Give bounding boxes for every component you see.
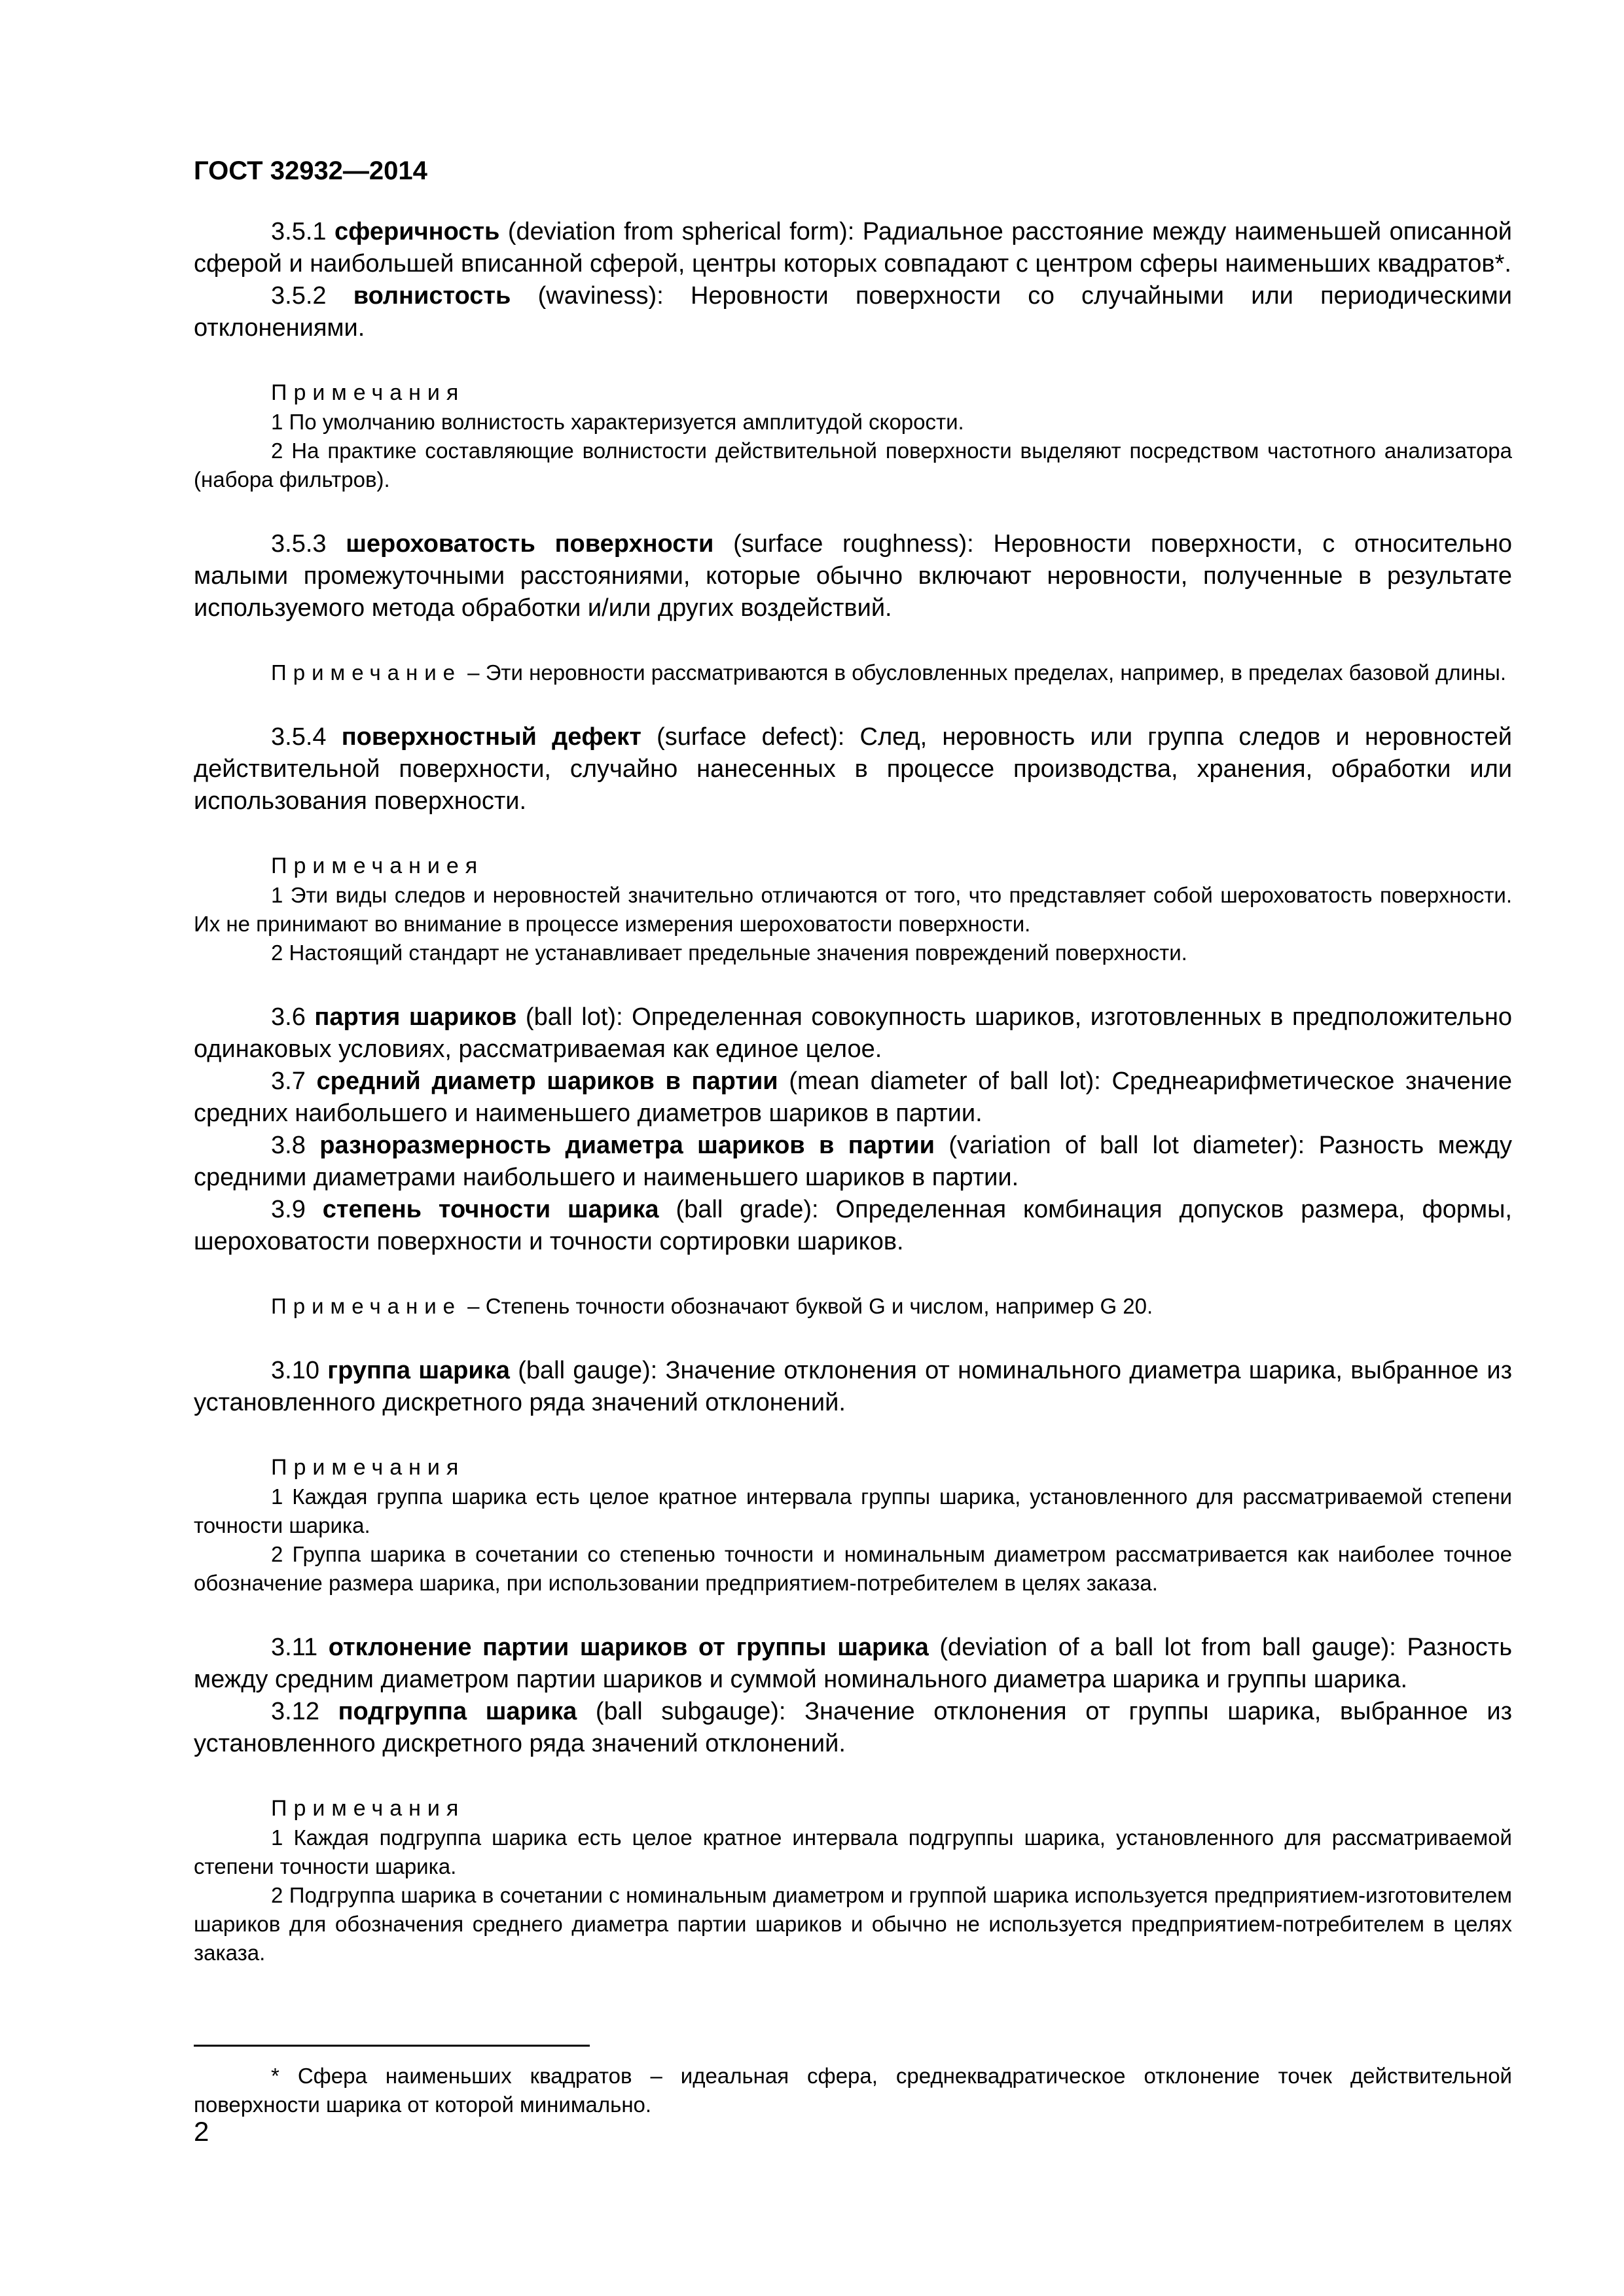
note-item: 1 Каждая подгруппа шарика есть целое кратное интервала подгруппы шарика, установленного для рассматриваемой степени точности шарика. bbox=[194, 1825, 1512, 1878]
term-3-5-3 bbox=[194, 528, 1512, 624]
notes-3-5-4 bbox=[194, 852, 1512, 967]
term-definition: (ball lot): Определенная совокупность шариков, изготовленных в предположительно одинаковых условиях, рассматриваемая как единое целое. bbox=[194, 1003, 1512, 1063]
term-number: 3.5.3 bbox=[271, 530, 346, 558]
term-definition: (mean diameter of ball lot): Среднеарифметическое значение средних наибольшего и наименьшего диаметров шариков в партии. bbox=[194, 1067, 1512, 1127]
footnote: * Сфера наименьших квадратов – идеальная сфера, среднеквадратическое отклонение точек действительной поверхности шарика от которой минимально. bbox=[194, 2064, 1512, 2117]
term-3-5-1 bbox=[194, 216, 1512, 280]
notes-title: Примечания bbox=[271, 1455, 465, 1480]
notes-title: Примечаниея bbox=[271, 853, 484, 878]
term-name: степень точности шарика bbox=[322, 1196, 659, 1223]
notes-title: Примечания bbox=[271, 380, 465, 405]
term-definition: (ball subgauge): Значение отклонения от группы шарика, выбранное из установленного дискретного ряда значений отклонений. bbox=[194, 1698, 1512, 1757]
term-number: 3.6 bbox=[271, 1003, 315, 1031]
term-definition: (waviness): Неровности поверхности со случайными или периодическими отклонениями. bbox=[194, 282, 1512, 342]
term-number: 3.5.2 bbox=[271, 282, 353, 310]
document-page bbox=[194, 154, 1512, 2001]
term-number: 3.12 bbox=[271, 1698, 338, 1725]
term-name: отклонение партии шариков от группы шарика bbox=[328, 1634, 929, 1661]
term-3-6 bbox=[194, 1001, 1512, 1066]
term-3-11 bbox=[194, 1632, 1512, 1696]
term-name: группа шарика bbox=[327, 1357, 510, 1384]
term-definition: (surface defect): След, неровность или группа следов и неровностей действительной поверхности, случайно нанесенных в процессе производства, хранения, обработки или использования поверхности. bbox=[194, 723, 1513, 815]
term-definition: (deviation from spherical form): Радиальное расстояние между наименьшей описанной сферой и наибольшей вписанной сферой, центры которых совпадают с центром сферы наименьших квадратов*. bbox=[194, 218, 1512, 278]
note-item: 2 Настоящий стандарт не устанавливает предельные значения повреждений поверхности. bbox=[271, 941, 1187, 965]
note-item: 2 Группа шарика в сочетании со степенью точности и номинальным диаметром рассматривается как наиболее точное обозначение размера шарика, при использовании предприятием-потребителем в целях заказа. bbox=[194, 1542, 1512, 1595]
term-name: волнистость bbox=[353, 282, 511, 310]
document-header: ГОСТ 32932—2014 bbox=[194, 156, 427, 185]
term-3-5-2 bbox=[194, 280, 1512, 344]
note-item: 2 На практике составляющие волнистости действительной поверхности выделяют посредством частотного анализатора (набора фильтров). bbox=[194, 439, 1512, 492]
note-label: Примечание bbox=[271, 1294, 462, 1318]
term-3-5-4 bbox=[194, 721, 1512, 817]
term-number: 3.7 bbox=[271, 1067, 317, 1095]
page-number: 2 bbox=[194, 2116, 209, 2147]
note-item: 1 Каждая группа шарика есть целое кратное интервала группы шарика, установленного для рассматриваемой степени точности шарика. bbox=[194, 1484, 1512, 1537]
term-definition: (deviation of a ball lot from ball gauge): Разность между средним диаметром партии шариков и суммой номинального диаметра шарика и группы шарика. bbox=[194, 1634, 1512, 1693]
note-item: 1 По умолчанию волнистость характеризуется амплитудой скорости. bbox=[271, 410, 964, 434]
notes-3-12 bbox=[194, 1794, 1512, 1967]
term-name: поверхностный дефект bbox=[341, 723, 641, 751]
term-definition: (ball gauge): Значение отклонения от номинального диаметра шарика, выбранное из установленного дискретного ряда значений отклонений. bbox=[194, 1357, 1512, 1416]
note-label: Примечание bbox=[271, 660, 462, 685]
note-item: 1 Эти виды следов и неровностей значительно отличаются от того, что представляет собой шероховатость поверхности. Их не принимают во внимание в процессе измерения шероховатости поверхности. bbox=[194, 883, 1512, 936]
term-3-12 bbox=[194, 1696, 1512, 1760]
note-3-9 bbox=[194, 1292, 1512, 1321]
note-text bbox=[194, 1292, 1512, 1321]
term-number: 3.8 bbox=[271, 1132, 320, 1159]
notes-title: Примечания bbox=[271, 1796, 465, 1821]
term-name: разноразмерность диаметра шариков в партии bbox=[319, 1132, 935, 1159]
term-number: 3.9 bbox=[271, 1196, 323, 1223]
note-item: 2 Подгруппа шарика в сочетании с номинальным диаметром и группой шарика используется предприятием-изготовителем шариков для обозначения среднего диаметра партии шариков и обычно не используется предприятием-потребителем в целях заказа. bbox=[194, 1883, 1512, 1965]
notes-3-10 bbox=[194, 1453, 1512, 1598]
note-3-5-3 bbox=[194, 658, 1512, 687]
term-name: партия шариков bbox=[314, 1003, 517, 1031]
term-3-9 bbox=[194, 1194, 1512, 1258]
term-number: 3.5.4 bbox=[271, 723, 342, 751]
term-3-7 bbox=[194, 1066, 1512, 1130]
term-name: шероховатость поверхности bbox=[346, 530, 714, 558]
term-name: средний диаметр шариков в партии bbox=[316, 1067, 778, 1095]
term-name: сферичность bbox=[334, 218, 500, 245]
note-body: – Эти неровности рассматриваются в обусловленных пределах, например, в пределах базовой длины. bbox=[461, 660, 1507, 685]
note-text bbox=[194, 658, 1512, 687]
term-3-10 bbox=[194, 1355, 1512, 1419]
term-definition: (ball grade): Определенная комбинация допусков размера, формы, шероховатости поверхности и точности сортировки шариков. bbox=[194, 1196, 1512, 1255]
note-body: – Степень точности обозначают буквой G и числом, например G 20. bbox=[461, 1294, 1153, 1318]
term-definition: (variation of ball lot diameter): Разность между средними диаметрами наибольшего и наименьшего шариков в партии. bbox=[194, 1132, 1512, 1191]
footnote-divider bbox=[194, 2045, 590, 2047]
term-number: 3.11 bbox=[271, 1634, 329, 1661]
term-number: 3.10 bbox=[271, 1357, 328, 1384]
term-number: 3.5.1 bbox=[271, 218, 334, 245]
term-3-8 bbox=[194, 1130, 1512, 1194]
term-definition: (surface roughness): Неровности поверхности, с относительно малыми промежуточными расстояниями, которые обычно включают неровности, полученные в результате используемого метода обработки и/или других воздействий. bbox=[194, 530, 1512, 622]
notes-3-5-2 bbox=[194, 378, 1512, 494]
term-name: подгруппа шарика bbox=[338, 1698, 577, 1725]
